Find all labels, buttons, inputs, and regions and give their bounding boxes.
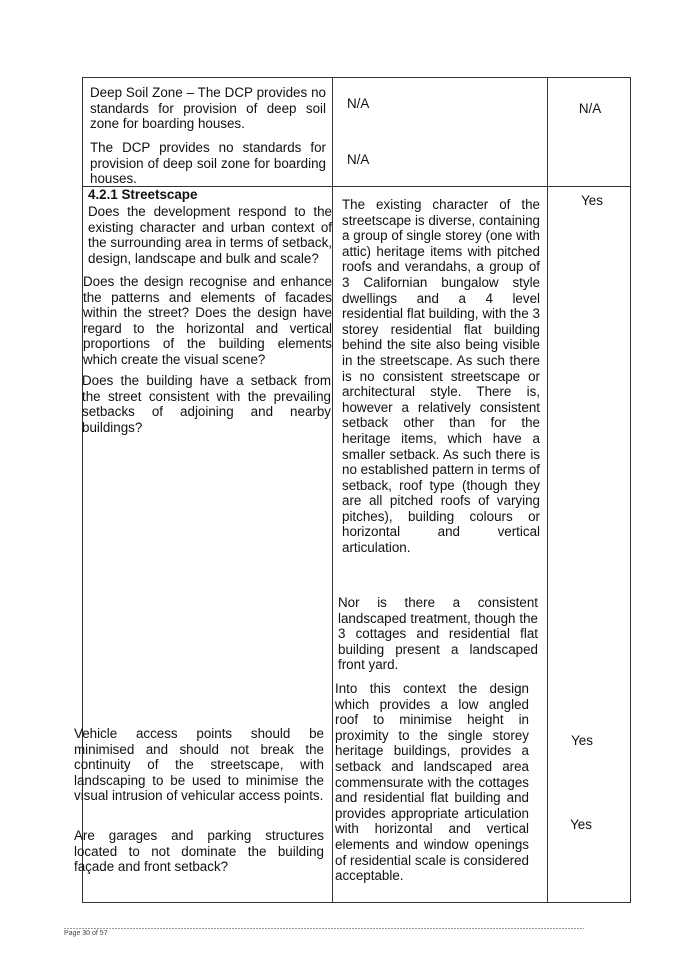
streetscape-q5: Are garages and parking structures located to not dominate the building façade and front setback? — [74, 828, 324, 875]
section-heading: 4.2.1 Streetscape — [88, 187, 198, 202]
compliance-yes-2: Yes — [571, 733, 593, 748]
row2-proposal-text: N/A — [347, 152, 370, 167]
row1-compliance: N/A — [578, 101, 602, 116]
streetscape-q4: Vehicle access points should be minimised and should not break the continuity of the streetscape, with landscaping to be used to minimise the visual intrusion of vehicular access points. — [74, 726, 324, 804]
streetscape-q3: Does the building have a setback from the street consistent with the prevailing setbacks of adjoining and nearby buildings? — [82, 373, 331, 435]
table-right-border — [630, 77, 631, 903]
footer-rule — [64, 928, 584, 929]
row1-proposal-text: N/A — [347, 96, 370, 111]
row2-requirement-text: The DCP provides no standards for provision of deep soil zone for boarding houses. — [90, 140, 326, 187]
table-bottom-border — [82, 902, 631, 903]
compliance-yes-3: Yes — [570, 817, 592, 832]
column-divider-2 — [547, 77, 548, 903]
page-number: Page 30 of 57 — [64, 930, 108, 937]
streetscape-q1: Does the development respond to the existing character and urban context of the surrounding area in terms of setback, design, landscape and bulk and scale? — [88, 204, 332, 266]
compliance-yes-1: Yes — [581, 193, 603, 208]
column-divider-1 — [332, 77, 333, 903]
streetscape-response-1: The existing character of the streetscape is diverse, containing a group of single storey (one with attic) heritage items with pitched roofs and verandahs, a group of 3 Californian bungalow style dwellings and a 4 level residential flat building, with the 3 storey residential flat building behind the site also being visible in the streetscape. As such there is no consistent streetscape or architectural style. There is, however a relatively consistent setback other than for the heritage items, which have a smaller setback. As such there is no established pattern in terms of setback, roof type (though they are all pitched roofs of varying pitches), building colours or horizontal and vertical articulation. — [342, 197, 540, 556]
streetscape-q2: Does the design recognise and enhance the patterns and elements of facades within the street? Does the design have regard to the horizontal and vertical proportions of the building elements which create the visual scene? — [83, 274, 332, 367]
table-top-border — [82, 77, 631, 78]
row1-requirement-text: Deep Soil Zone – The DCP provides no standards for provision of deep soil zone for boarding houses. — [90, 85, 326, 132]
streetscape-response-3: Into this context the design which provides a low angled roof to minimise height in proximity to the single storey heritage buildings, provides a setback and landscaped area commensurate with the cottages and residential flat building and provides appropriate articulation with horizontal and vertical elements and window openings of residential scale is considered acceptable. — [335, 681, 529, 884]
streetscape-response-2: Nor is there a consistent landscaped treatment, though the 3 cottages and residential flat building present a landscaped front yard. — [338, 595, 538, 673]
